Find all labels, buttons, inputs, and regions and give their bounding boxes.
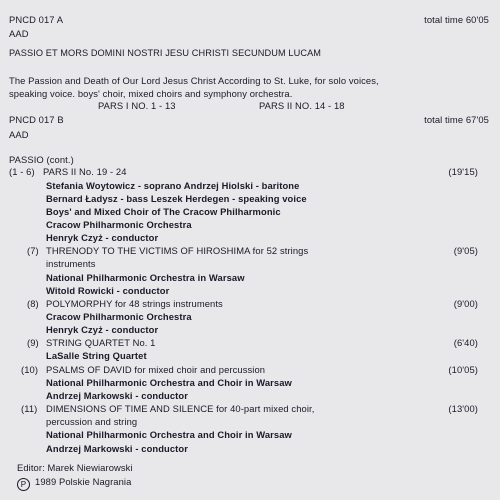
track-duration: (10'05) [448, 364, 478, 375]
side-b-code: PNCD 017 B [9, 114, 64, 125]
track-number: (10) [21, 364, 39, 375]
track-duration: (19'15) [448, 166, 478, 177]
track-number: (9) [27, 337, 39, 348]
phonogram-copyright-icon: P [17, 478, 30, 491]
track-duration: (13'00) [448, 403, 478, 414]
side-a-title: PASSIO ET MORS DOMINI NOSTRI JESU CHRISTI SECUNDUM LUCAM [9, 48, 322, 58]
track-credit: National Philharmonic Orchestra and Choir in Warsaw [46, 377, 292, 388]
track-title: STRING QUARTET No. 1 [46, 337, 156, 348]
track-credit: Henryk Czyż - conductor [46, 324, 159, 335]
track-duration: (6'40) [453, 337, 478, 348]
track-number: (1 - 6) [9, 166, 35, 177]
track-credit: Boys' and Mixed Choir of The Cracow Philharmonic [46, 206, 281, 217]
track-title: THRENODY TO THE VICTIMS OF HIROSHIMA for 52 strings [46, 245, 309, 256]
track-credit: Cracow Philharmonic Orchestra [46, 311, 192, 322]
editor-credit: Editor: Marek Niewiarowski [17, 462, 133, 473]
track-credit: Stefania Woytowicz - soprano Andrzej Hiolski - baritone [46, 180, 300, 191]
track-title-continued: instruments [46, 258, 96, 269]
track-duration: (9'05) [453, 245, 478, 256]
track-title-continued: percussion and string [46, 416, 138, 427]
track-number: (7) [27, 245, 39, 256]
track-title: DIMENSIONS OF TIME AND SILENCE for 40-part mixed choir, [46, 403, 315, 414]
track-number: (8) [27, 298, 39, 309]
track-title: PARS II No. 19 - 24 [43, 166, 127, 177]
track-credit: Witold Rowicki - conductor [46, 285, 170, 296]
side-b-aad: AAD [9, 129, 29, 140]
side-a-code: PNCD 017 A [9, 14, 64, 25]
track-credit: Bernard Ładysz - bass Leszek Herdegen - speaking voice [46, 193, 307, 204]
track-duration: (9'00) [453, 298, 478, 309]
track-title: PSALMS OF DAVID for mixed choir and percussion [46, 364, 266, 375]
copyright-line [17, 476, 131, 491]
track-credit: National Philharmonic Orchestra and Choir in Warsaw [46, 429, 292, 440]
track-credit: Andrzej Markowski - conductor [46, 390, 188, 401]
side-b-total-time: total time 67'05 [424, 114, 489, 125]
side-a-total-time: total time 60'05 [424, 14, 489, 25]
track-credit: Andrzej Markowski - conductor [46, 443, 188, 454]
side-a-description-1: The Passion and Death of Our Lord Jesus Christ According to St. Luke, for solo voices, [9, 75, 379, 86]
side-a-pars2: PARS II NO. 14 - 18 [259, 100, 345, 111]
track-number: (11) [21, 403, 38, 414]
side-a-pars1: PARS I NO. 1 - 13 [98, 100, 176, 111]
side-b-passio-cont: PASSIO (cont.) [9, 154, 74, 165]
side-a-aad: AAD [9, 28, 29, 39]
side-a-description-2: speaking voice. boys' choir, mixed choirs and symphony orchestra. [9, 88, 293, 99]
track-credit: LaSalle String Quartet [46, 350, 147, 361]
track-title: POLYMORPHY for 48 strings instruments [46, 298, 223, 309]
copyright-text: 1989 Polskie Nagrania [35, 476, 132, 487]
track-credit: Henryk Czyż - conductor [46, 232, 159, 243]
track-credit: Cracow Philharmonic Orchestra [46, 219, 192, 230]
track-credit: National Philharmonic Orchestra in Warsaw [46, 272, 245, 283]
